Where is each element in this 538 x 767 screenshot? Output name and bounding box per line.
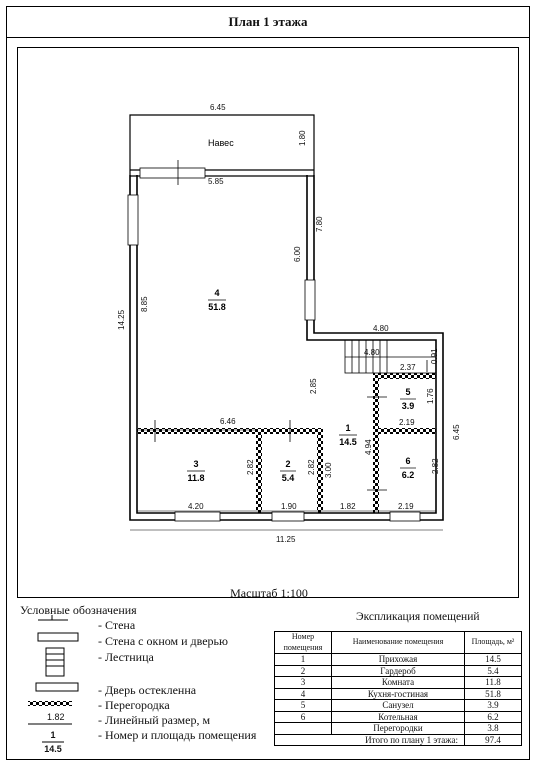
header-cell: Наименование помещения [332,632,465,654]
cell: 3.9 [465,700,522,712]
table-row [275,677,522,689]
dim-right-upper: 7.80 [315,216,324,232]
room-area: 11.8 [187,473,205,483]
total-label: Итого по плану 1 этажа: [275,734,465,746]
dim-top-width: 6.45 [210,103,226,112]
cell: 6.2 [465,711,522,723]
partitions [137,373,436,513]
cell: Комната [332,677,465,689]
table-row [275,711,522,723]
cell: Санузел [332,700,465,712]
room-area: 3.9 [401,401,415,411]
cell: 51.8 [465,688,522,700]
table-row [275,700,522,712]
legend-item: - Дверь остекленна [98,683,197,697]
dim-wc-width: 2.19 [399,418,415,427]
cell: Гардероб [332,665,465,677]
legend-item: - Перегородка [98,698,170,712]
cell: 6 [275,711,332,723]
legend-partition-symbol [28,701,72,706]
explication-title: Экспликация помещений [356,611,480,623]
room-number: 4 [214,288,220,298]
dim-hall-label: 6.46 [220,417,236,426]
table-row [275,665,522,677]
explication-table [274,631,522,746]
legend-item: - Линейный размер, м [98,713,211,727]
dim-room6-depth: 2.82 [431,458,440,474]
legend-item: - Номер и площадь помещения [98,728,257,742]
total-value: 97.4 [465,734,522,746]
dim-room3-depth: 2.82 [246,459,255,475]
room-area: 14.5 [339,437,357,447]
dim-bottom-room6: 2.19 [398,502,414,511]
table-row [275,654,522,666]
table-row [275,723,522,735]
header-cell: Номер помещения [275,632,332,654]
dim-hall-height: 2.85 [309,378,318,394]
room-number: 1 [345,423,351,433]
plan-title: План 1 этажа [7,7,529,38]
dim-bottom-hall: 1.82 [340,502,356,511]
dim-stair-3: 0.91 [430,348,439,364]
cell: 3.8 [465,723,522,735]
table-total-row [275,734,522,746]
cell: 1 [275,654,332,666]
cell: 14.5 [465,654,522,666]
dim-canopy-depth: 1.80 [298,130,307,146]
cell: 5 [275,700,332,712]
dim-inner-right: 6.00 [293,246,302,262]
dim-step-width: 4.80 [373,324,389,333]
legend-symbols [28,615,78,742]
legend-sample-room-number: 1 [50,730,56,740]
dim-left-total: 14.25 [117,309,126,330]
dim-hall-3: 3.00 [324,462,333,478]
header-cell: Площадь, м² [465,632,522,654]
dim-bottom-room3: 4.20 [188,502,204,511]
cell: Перегородки [332,723,465,735]
dim-inner-left: 8.85 [140,296,149,312]
canopy-label: Навес [208,138,234,148]
cell: Прихожая [332,654,465,666]
cell [275,723,332,735]
dim-right-lower: 6.45 [452,424,461,440]
room-number: 6 [405,456,411,466]
room-number: 2 [285,459,291,469]
dim-inner-top: 5.85 [208,177,224,186]
cell: Котельная [332,711,465,723]
dim-stair-2: 2.37 [400,363,416,372]
legend-sample-room-area: 14.5 [44,744,62,754]
legend-glazed-door-symbol [36,683,78,691]
legend-item: - Лестница [98,650,154,664]
legend-sample-dimension: 1.82 [47,712,65,722]
dim-bottom-total: 11.25 [276,535,296,544]
dim-wc-height: 1.76 [426,388,435,404]
cell: 2 [275,665,332,677]
legend-title: Условные обозначения [20,603,137,617]
room-area: 6.2 [401,470,415,480]
room-labels [187,288,416,483]
scale-label: Масштаб 1:100 [230,586,308,600]
dim-bottom-room2: 1.90 [281,502,297,511]
room-number: 3 [193,459,199,469]
dim-hall-depth: 4.94 [364,439,373,455]
cell: 3 [275,677,332,689]
legend-window-symbol [38,633,78,641]
cell: 4 [275,688,332,700]
cell: 5.4 [465,665,522,677]
table-header-row [275,632,522,654]
dim-stair-width: 4.80 [364,348,380,357]
dim-room2-depth: 2.82 [307,459,316,475]
legend-item: - Стена с окном и дверью [98,634,228,648]
cell: 11.8 [465,677,522,689]
staircase [345,340,436,373]
room-area: 5.4 [281,473,295,483]
cell: Кухня-гостиная [332,688,465,700]
table-row [275,688,522,700]
legend-stair-symbol [46,648,64,676]
room-area: 51.8 [208,302,226,312]
legend-item: - Стена [98,618,136,632]
room-number: 5 [405,387,411,397]
